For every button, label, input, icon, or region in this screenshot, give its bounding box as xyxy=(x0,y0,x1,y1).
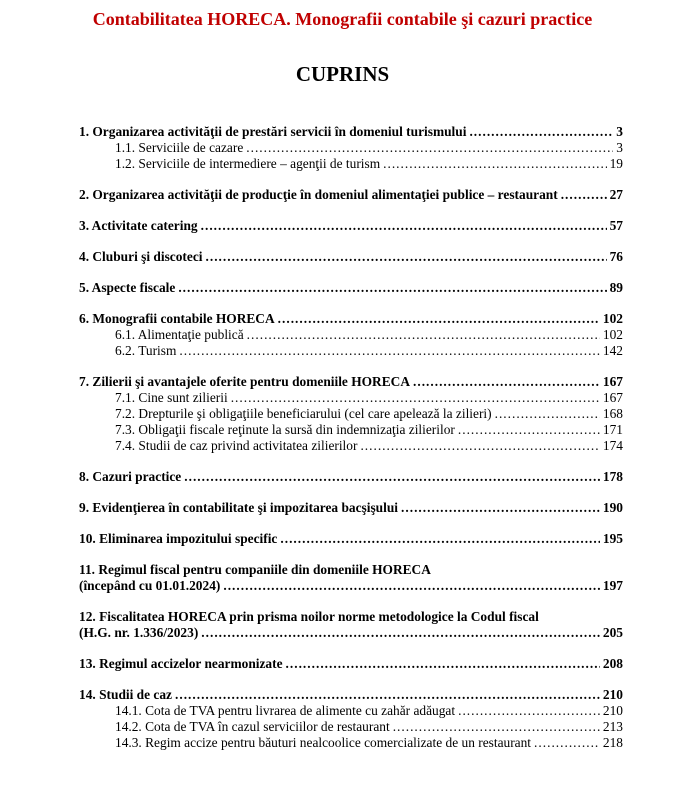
toc-entry-page: 205 xyxy=(602,625,623,640)
toc-subentry[interactable] xyxy=(79,422,623,438)
toc-entry-label: 12. Fiscalitatea HORECA prin prisma noilor norme metodologice la Codul fiscal xyxy=(79,609,539,624)
toc-subentry-label: 6.2. Turism xyxy=(115,343,177,358)
dot-leader xyxy=(231,390,600,406)
toc-entry[interactable] xyxy=(79,531,623,547)
toc-entry-label: 5. Aspecte fiscale xyxy=(79,280,176,295)
toc-entry[interactable] xyxy=(79,656,623,672)
toc-subentry-label: 1.2. Serviciile de intermediere – agenţii de turism xyxy=(115,156,381,171)
toc-section xyxy=(79,187,623,203)
toc-entry[interactable] xyxy=(79,469,623,485)
dot-leader xyxy=(469,124,613,140)
toc-subentry[interactable] xyxy=(79,703,623,719)
toc-subentry-label: 7.2. Drepturile şi obligaţiile beneficiarului (cel care apelează la zilieri) xyxy=(115,406,492,421)
toc-entry[interactable] xyxy=(79,249,623,265)
toc-section xyxy=(79,656,623,672)
toc-subentry-page: 168 xyxy=(602,406,623,421)
toc-entry-page: 208 xyxy=(602,656,623,671)
toc-entry[interactable] xyxy=(79,280,623,296)
toc-entry-label: 2. Organizarea activităţii de producţie în domeniul alimentaţiei publice – restaurant xyxy=(79,187,558,202)
toc-subentry-label: 7.4. Studii de caz privind activitatea zilierilor xyxy=(115,438,358,453)
toc-subentry-page: 3 xyxy=(616,140,623,155)
toc-entry[interactable] xyxy=(79,311,623,327)
dot-leader xyxy=(178,280,606,296)
toc-section xyxy=(79,687,623,751)
dot-leader xyxy=(206,249,607,265)
toc-entry[interactable] xyxy=(79,578,623,594)
toc-entry-label: 13. Regimul accizelor nearmonizate xyxy=(79,656,283,671)
toc-entry-page: 195 xyxy=(602,531,623,546)
toc-subentry-label: 14.2. Cota de TVA în cazul serviciilor de restaurant xyxy=(115,719,390,734)
toc-subentry[interactable] xyxy=(79,343,623,359)
toc-entry-label: 1. Organizarea activităţii de prestări servicii în domeniul turismului xyxy=(79,124,467,139)
toc-entry-page: 3 xyxy=(616,124,623,139)
toc-entry-page: 167 xyxy=(602,374,623,389)
toc-subentry-label: 14.3. Regim accize pentru băuturi nealcoolice comercializate de un restaurant xyxy=(115,735,532,750)
dot-leader xyxy=(458,422,600,438)
toc-entry-label: 11. Regimul fiscal pentru companiile din domeniile HORECA xyxy=(79,562,431,577)
toc-subentry-page: 174 xyxy=(602,438,623,453)
toc-entry-page: 102 xyxy=(602,311,623,326)
toc-entry[interactable] xyxy=(79,500,623,516)
toc-subentry-label: 1.1. Serviciile de cazare xyxy=(115,140,244,155)
dot-leader xyxy=(393,719,600,735)
toc-entry-label: 8. Cazuri practice xyxy=(79,469,182,484)
dot-leader xyxy=(458,703,600,719)
toc-section xyxy=(79,218,623,234)
toc-entry-label: 7. Zilierii şi avantajele oferite pentru domeniile HORECA xyxy=(79,374,410,389)
toc-section xyxy=(79,531,623,547)
toc-subentry[interactable] xyxy=(79,735,623,751)
toc-entry-label: (începând cu 01.01.2024) xyxy=(79,578,221,593)
toc-section xyxy=(79,280,623,296)
toc-entry-page: 76 xyxy=(609,249,623,264)
dot-leader xyxy=(286,656,600,672)
toc-entry-page: 190 xyxy=(602,500,623,515)
toc-section xyxy=(79,562,623,594)
toc-entry[interactable] xyxy=(79,187,623,203)
toc-subentry-page: 142 xyxy=(602,343,623,358)
toc-section xyxy=(79,124,623,172)
toc-subentry-page: 167 xyxy=(602,390,623,405)
toc-entry[interactable] xyxy=(79,124,623,140)
toc-entry[interactable] xyxy=(79,562,623,578)
toc-entry-page: 89 xyxy=(609,280,623,295)
dot-leader xyxy=(280,531,600,547)
toc-subentry-label: 14.1. Cota de TVA pentru livrarea de alimente cu zahăr adăugat xyxy=(115,703,456,718)
toc-entry[interactable] xyxy=(79,218,623,234)
dot-leader xyxy=(360,438,599,454)
dot-leader xyxy=(246,140,613,156)
dot-leader xyxy=(184,469,600,485)
toc-subentry[interactable] xyxy=(79,438,623,454)
toc-subentry-label: 7.1. Cine sunt zilierii xyxy=(115,390,228,405)
toc-subentry-label: 6.1. Alimentaţie publică xyxy=(115,327,244,342)
toc-entry-page: 178 xyxy=(602,469,623,484)
dot-leader xyxy=(413,374,600,390)
toc-entry-label: 14. Studii de caz xyxy=(79,687,172,702)
toc-entry-label: 4. Cluburi şi discoteci xyxy=(79,249,203,264)
toc-section xyxy=(79,500,623,516)
toc-subentry-page: 102 xyxy=(602,327,623,342)
toc-subentry[interactable] xyxy=(79,406,623,422)
toc-entry-page: 210 xyxy=(602,687,623,702)
toc-heading: CUPRINS xyxy=(295,62,390,86)
dot-leader xyxy=(179,343,600,359)
toc-entry-label: 9. Evidenţierea în contabilitate şi impozitarea bacşişului xyxy=(79,500,399,515)
toc-section xyxy=(79,609,623,641)
toc-entry-label: 3. Activitate catering xyxy=(79,218,198,233)
toc-entry[interactable] xyxy=(79,625,623,641)
toc-subentry-page: 218 xyxy=(602,735,623,750)
toc-section xyxy=(79,249,623,265)
toc-subentry[interactable] xyxy=(79,156,623,172)
dot-leader xyxy=(534,735,600,751)
toc-entry[interactable] xyxy=(79,609,623,625)
dot-leader xyxy=(175,687,600,703)
toc-subentry-label: 7.3. Obligaţii fiscale reţinute la sursă din indemnizaţia zilierilor xyxy=(115,422,455,437)
toc-subentry-page: 210 xyxy=(602,703,623,718)
toc-entry-label: 10. Eliminarea impozitului specific xyxy=(79,531,278,546)
dot-leader xyxy=(495,406,600,422)
toc-entry-page: 27 xyxy=(609,187,623,202)
toc-section xyxy=(79,469,623,485)
toc-entry-label: 6. Monografii contabile HORECA xyxy=(79,311,275,326)
toc-subentry[interactable] xyxy=(79,390,623,406)
dot-leader xyxy=(401,500,600,516)
dot-leader xyxy=(201,625,600,641)
toc-subentry-page: 213 xyxy=(602,719,623,734)
table-of-contents xyxy=(79,124,623,766)
toc-entry-page: 57 xyxy=(609,218,623,233)
toc-subentry-page: 171 xyxy=(602,422,623,437)
toc-entry-label: (H.G. nr. 1.336/2023) xyxy=(79,625,199,640)
toc-subentry-page: 19 xyxy=(609,156,623,171)
toc-subentry[interactable] xyxy=(79,327,623,343)
toc-section xyxy=(79,311,623,359)
dot-leader xyxy=(201,218,607,234)
toc-subentry[interactable] xyxy=(79,140,623,156)
toc-section xyxy=(79,374,623,454)
dot-leader xyxy=(561,187,607,203)
toc-entry[interactable] xyxy=(79,374,623,390)
dot-leader xyxy=(278,311,600,327)
toc-entry[interactable] xyxy=(79,687,623,703)
toc-subentry[interactable] xyxy=(79,719,623,735)
toc-entry-page: 197 xyxy=(602,578,623,593)
dot-leader xyxy=(223,578,600,594)
document-title: Contabilitatea HORECA. Monografii contabile şi cazuri practice xyxy=(92,9,593,29)
dot-leader xyxy=(383,156,606,172)
dot-leader xyxy=(247,327,600,343)
